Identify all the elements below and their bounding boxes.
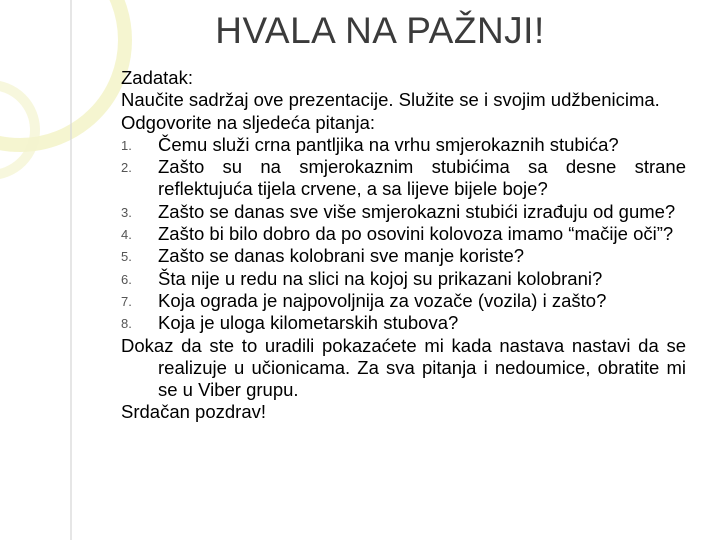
closing-paragraph: Dokaz da ste to uradili pokazaćete mi kada nastava nastavi da se realizuje u učionicama. Za sva pitanja i nedoumice, obratite mi se u Viber grupu. — [121, 334, 686, 401]
question-number: 5. — [121, 249, 132, 265]
question-number: 3. — [121, 204, 132, 220]
question-number: 7. — [121, 293, 132, 309]
slide-title: HVALA NA PAŽNJI! — [215, 10, 545, 51]
question-number: 4. — [121, 227, 132, 243]
decor-circle-small — [0, 85, 35, 175]
question-number: 1. — [121, 137, 132, 153]
question-item — [121, 201, 686, 223]
question-number: 8. — [121, 316, 132, 332]
question-item — [121, 290, 686, 312]
question-text: Koja ograda je najpovoljnija za vozače (vozila) i zašto? — [158, 289, 607, 311]
signoff-text: Srdačan pozdrav! — [121, 401, 267, 423]
question-text: Zašto su na smjerokaznim stubićima sa desne strane reflektujuća tijela crvene, a sa lijeve bijele boje? — [158, 156, 686, 200]
question-number: 6. — [121, 271, 132, 287]
question-text: Koja je uloga kilometarskih stubova? — [158, 312, 459, 334]
question-item — [121, 134, 686, 156]
question-item — [121, 156, 686, 201]
question-item — [121, 312, 686, 334]
question-text: Zašto se danas sve više smjerokazni stubići izrađuju od gume? — [158, 200, 676, 222]
question-number: 2. — [121, 160, 132, 176]
question-item — [121, 223, 686, 245]
task-heading: Zadatak: — [121, 67, 193, 88]
question-item — [121, 245, 686, 267]
question-text: Šta nije u redu na slici na kojoj su prikazani kolobrani? — [158, 267, 603, 289]
intro-paragraph: Naučite sadržaj ove prezentacije. Služite se i svojim udžbenicima. — [121, 89, 660, 111]
question-text: Zašto bi bilo dobro da po osovini kolovoza imamo “mačije oči”? — [158, 223, 674, 245]
decor-circle-large — [0, 0, 125, 145]
question-item — [121, 268, 686, 290]
question-text: Čemu služi crna pantljika na vrhu smjerokaznih stubića? — [158, 133, 619, 155]
question-text: Zašto se danas kolobrani sve manje koriste? — [158, 245, 525, 267]
questions-heading: Odgovorite na sljedeća pitanja: — [121, 111, 376, 133]
slide-body — [121, 67, 686, 424]
